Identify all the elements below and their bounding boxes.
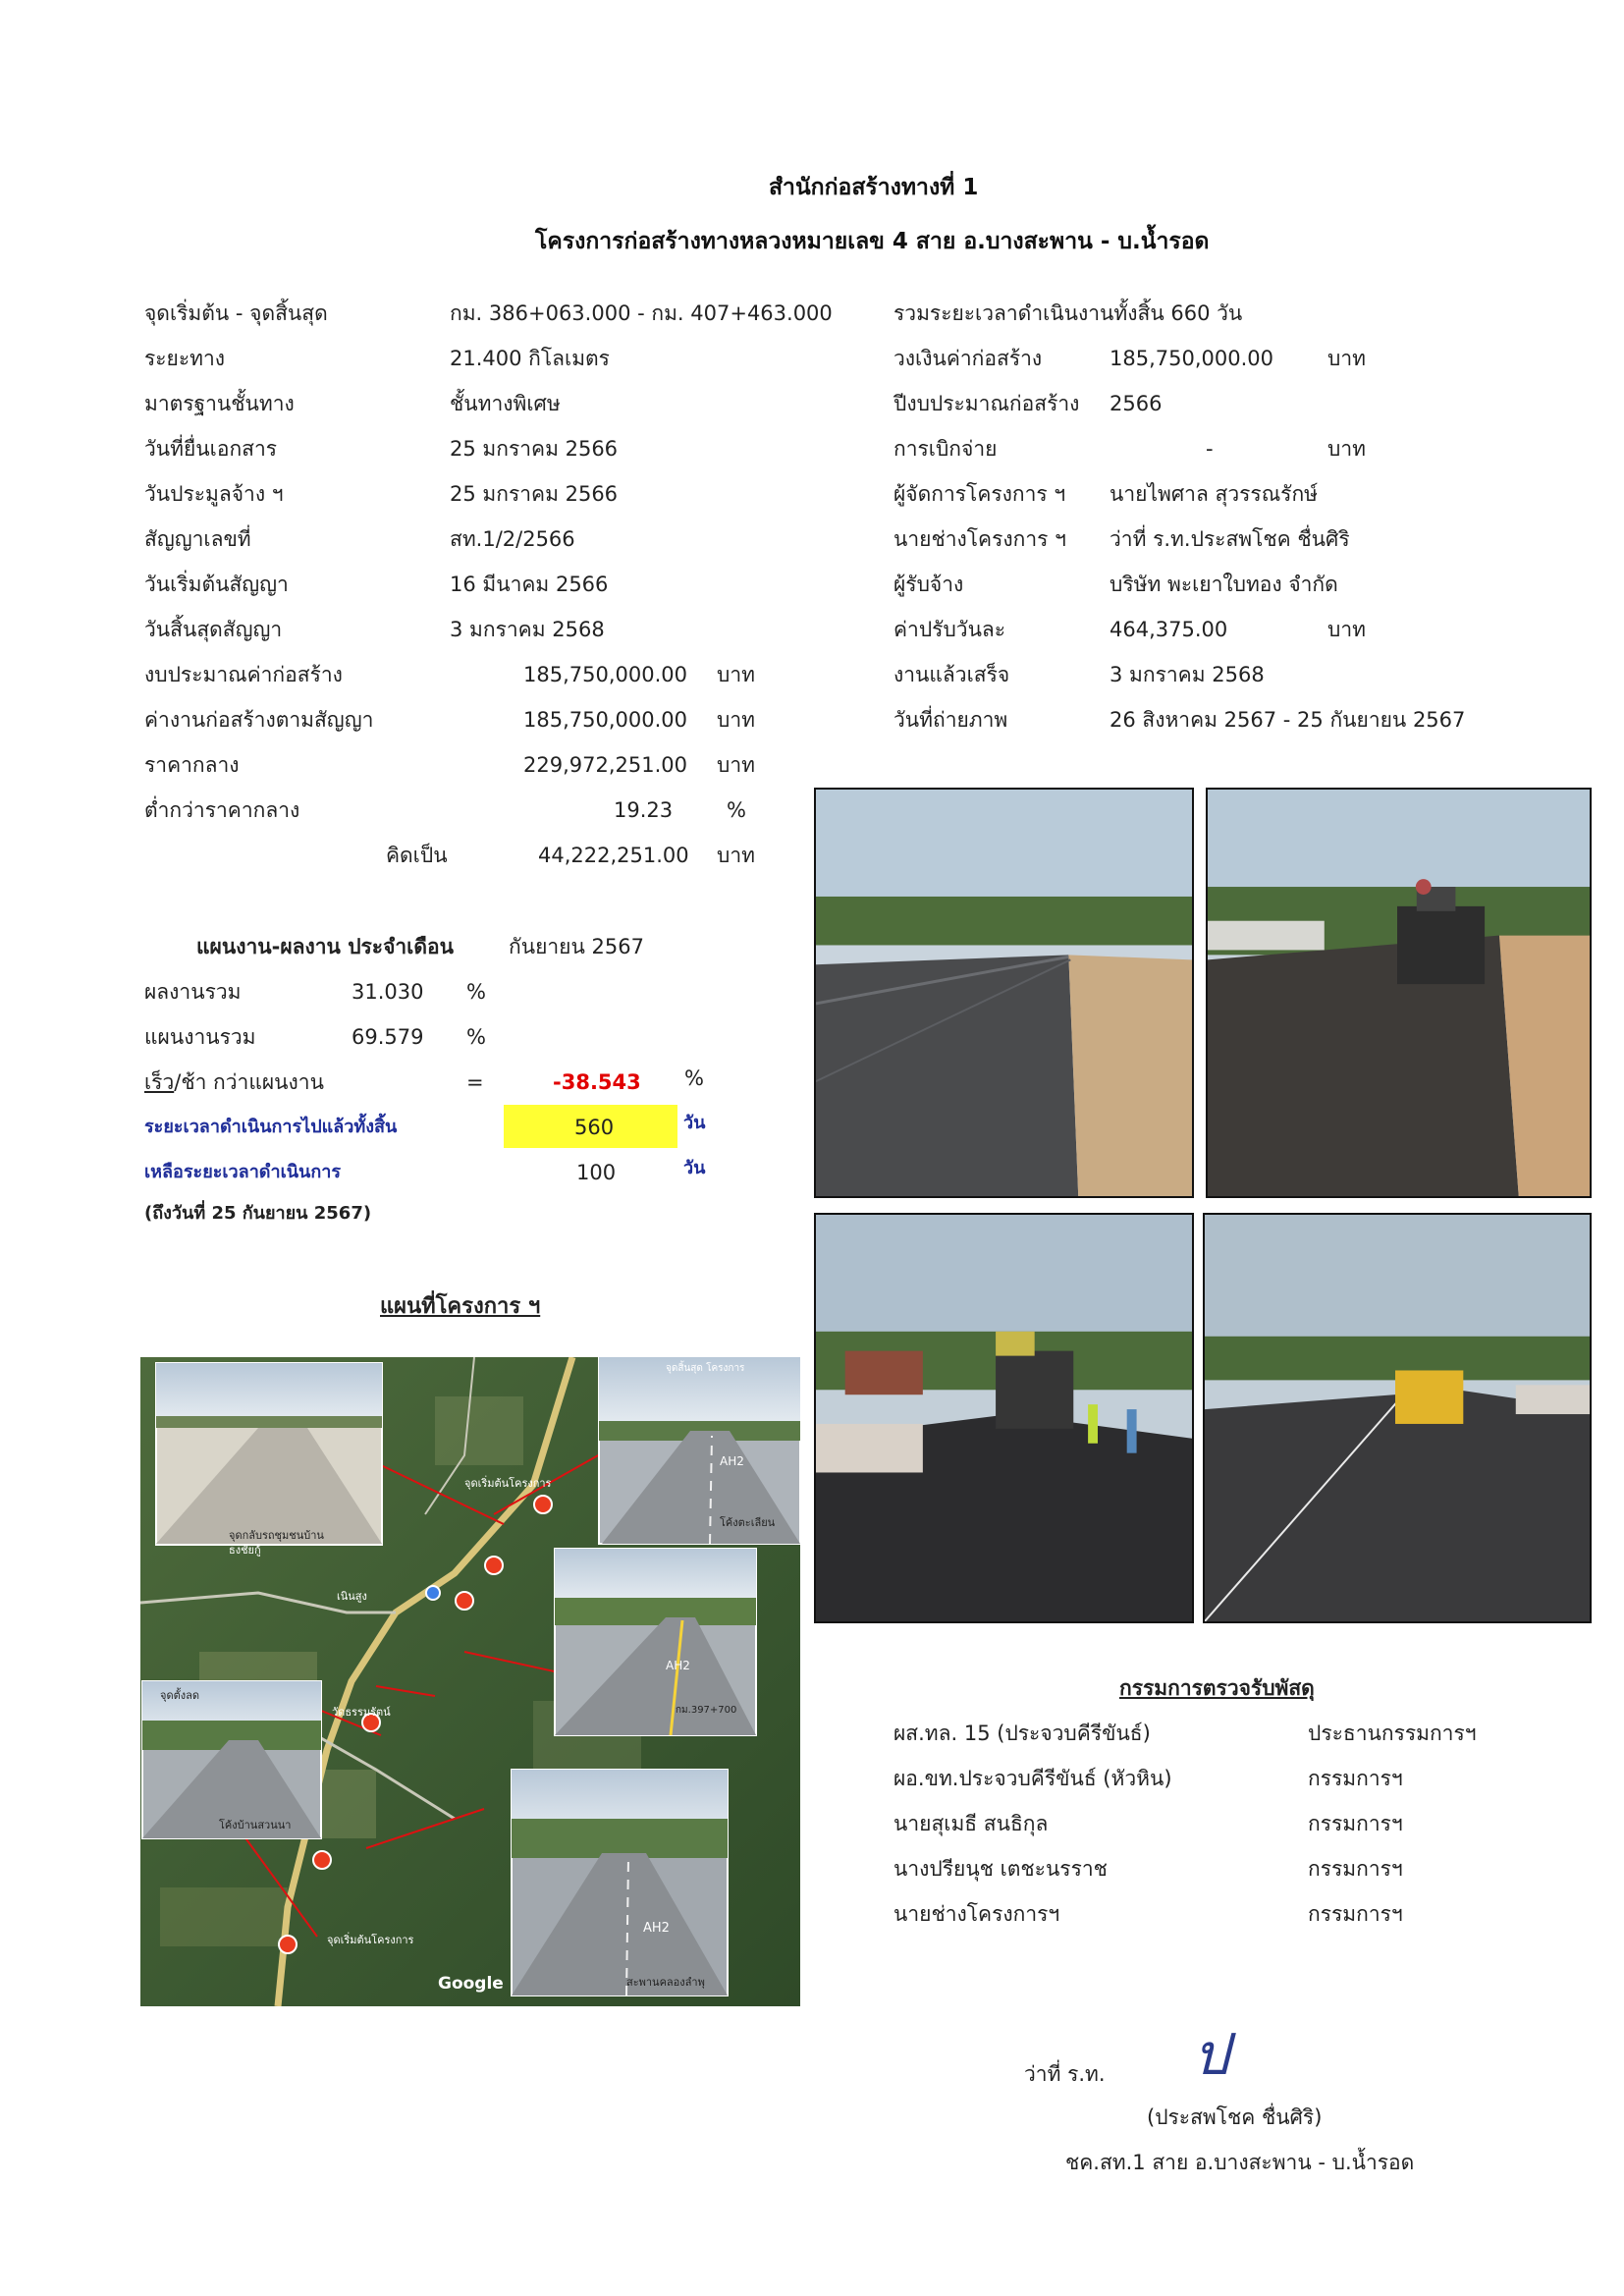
map-label-ah2: AH2 bbox=[643, 1921, 670, 1936]
map-heading: แผนที่โครงการ ฯ bbox=[380, 1294, 541, 1319]
google-logo: Google bbox=[438, 1974, 504, 1994]
diff-label bbox=[144, 1068, 324, 1096]
remain-value: 100 bbox=[576, 1161, 617, 1184]
budget-label: ต่ำกว่าราคากลาง bbox=[144, 798, 300, 822]
info-value: 25 มกราคม 2566 bbox=[450, 482, 619, 506]
committee-member-name: นายสุเมธี สนธิกุล bbox=[893, 1812, 1049, 1835]
info-label: วันสิ้นสุดสัญญา bbox=[144, 618, 283, 641]
budget-label: คิดเป็น bbox=[386, 844, 448, 867]
info-label: งานแล้วเสร็จ bbox=[893, 663, 1010, 686]
project-map bbox=[140, 1357, 800, 2006]
committee-member-name: ผส.ทล. 15 (ประจวบคีรีขันธ์) bbox=[893, 1722, 1151, 1745]
budget-value: 185,750,000.00 bbox=[523, 663, 687, 686]
site-photo-graphic bbox=[816, 1215, 1192, 1621]
actual-unit: % bbox=[466, 980, 486, 1004]
info-label: วันเริ่มต้นสัญญา bbox=[144, 573, 289, 596]
info-value: 16 มีนาคม 2566 bbox=[450, 573, 609, 596]
info-unit: บาท bbox=[1327, 347, 1366, 370]
site-photo bbox=[1206, 788, 1592, 1198]
diff-value: -38.543 bbox=[553, 1070, 641, 1094]
budget-unit: บาท bbox=[717, 844, 755, 867]
map-label-bridge: สะพานคลองลำพุ bbox=[626, 1976, 705, 1989]
actual-label: ผลงานรวม bbox=[144, 980, 242, 1004]
budget-label: ค่างานก่อสร้างตามสัญญา bbox=[144, 708, 374, 732]
map-graphic bbox=[140, 1357, 800, 2006]
plan-label: แผนงานรวม bbox=[144, 1025, 256, 1049]
info-value: ชั้นทางพิเศษ bbox=[450, 392, 561, 415]
info-value: 464,375.00 bbox=[1110, 618, 1228, 641]
actual-value: 31.030 bbox=[352, 980, 424, 1004]
map-label-curve: โค้งตะเลียน bbox=[720, 1516, 776, 1529]
info-value: นายไพศาล สุวรรณรักษ์ bbox=[1110, 482, 1319, 506]
info-label: การเบิกจ่าย bbox=[893, 437, 998, 461]
site-photo-graphic bbox=[1205, 1215, 1590, 1621]
site-photo bbox=[814, 1213, 1194, 1623]
budget-label: ราคากลาง bbox=[144, 753, 240, 777]
budget-label: งบประมาณค่าก่อสร้าง bbox=[144, 663, 343, 686]
info-value: ว่าที่ ร.ท.ประสพโชค ชื่นศิริ bbox=[1110, 527, 1350, 551]
plan-unit: % bbox=[466, 1025, 486, 1049]
info-label: วันที่ถ่ายภาพ bbox=[893, 708, 1008, 732]
info-label: วงเงินค่าก่อสร้าง bbox=[893, 347, 1043, 370]
committee-member-role: กรรมการฯ bbox=[1308, 1767, 1403, 1790]
committee-member-role: ประธานกรรมการฯ bbox=[1308, 1722, 1477, 1745]
info-value: 25 มกราคม 2566 bbox=[450, 437, 619, 461]
budget-unit: % bbox=[727, 798, 746, 822]
elapsed-label: ระยะเวลาดำเนินการไปแล้วทั้งสิ้น bbox=[144, 1117, 398, 1137]
map-label-ah2: AH2 bbox=[720, 1454, 744, 1468]
info-unit: บาท bbox=[1327, 618, 1366, 641]
as-of-date: (ถึงวันที่ 25 กันยายน 2567) bbox=[144, 1203, 372, 1224]
elapsed-unit: วัน bbox=[683, 1113, 706, 1133]
map-label-curve2: โค้งบ้านสวนนา bbox=[219, 1819, 292, 1831]
budget-value: 19.23 bbox=[614, 798, 674, 822]
diff-equals: = bbox=[466, 1070, 484, 1094]
info-value: 26 สิงหาคม 2567 - 25 กันยายน 2567 bbox=[1110, 708, 1466, 732]
progress-heading: แผนงาน-ผลงาน ประจำเดือน bbox=[196, 935, 454, 958]
diff-label-fast: เร็ว bbox=[144, 1070, 175, 1094]
map-label-town: เนินสูง bbox=[337, 1590, 367, 1603]
signature-name: (ประสพโชค ชื่นศิริ) bbox=[1147, 2105, 1323, 2129]
committee-member-role: กรรมการฯ bbox=[1308, 1812, 1403, 1835]
info-label: วันที่ยื่นเอกสาร bbox=[144, 437, 278, 461]
plan-value: 69.579 bbox=[352, 1025, 424, 1049]
info-value: 3 มกราคม 2568 bbox=[1110, 663, 1265, 686]
diff-label-rest: /ช้า กว่าแผนงาน bbox=[174, 1070, 324, 1094]
info-label: ผู้รับจ้าง bbox=[893, 573, 964, 596]
map-label-junction: จุดกลับรถชุมชนบ้าน bbox=[229, 1529, 324, 1542]
info-label: ค่าปรับวันละ bbox=[893, 618, 1006, 641]
signature-rank: ว่าที่ ร.ท. bbox=[1024, 2062, 1106, 2086]
committee-member-name: นางปรียนุช เตชะนรราช bbox=[893, 1857, 1108, 1881]
committee-member-role: กรรมการฯ bbox=[1308, 1857, 1403, 1881]
progress-month: กันยายน 2567 bbox=[509, 935, 644, 958]
budget-value: 185,750,000.00 bbox=[523, 708, 687, 732]
map-label-start: จุดเริ่มต้นโครงการ bbox=[464, 1477, 552, 1490]
info-label: สัญญาเลขที่ bbox=[144, 527, 251, 551]
map-label-km: กม.397+700 bbox=[676, 1705, 737, 1716]
info-value: - bbox=[1206, 437, 1214, 461]
info-unit: บาท bbox=[1327, 437, 1366, 461]
budget-value: 229,972,251.00 bbox=[523, 753, 687, 777]
info-value: 185,750,000.00 bbox=[1110, 347, 1273, 370]
map-label-ah2: AH2 bbox=[666, 1659, 690, 1672]
committee-member-role: กรรมการฯ bbox=[1308, 1902, 1403, 1926]
info-value: 2566 bbox=[1110, 392, 1163, 415]
project-title: โครงการก่อสร้างทางหลวงหมายเลข 4 สาย อ.บางสะพาน - บ.น้ำรอด bbox=[535, 229, 1210, 254]
budget-unit: บาท bbox=[717, 753, 755, 777]
map-label-village: ธงชัยกู้ bbox=[229, 1544, 261, 1557]
info-value: สท.1/2/2566 bbox=[450, 527, 575, 551]
committee-member-name: ผอ.ขท.ประจวบคีรีขันธ์ (หัวหิน) bbox=[893, 1767, 1172, 1790]
budget-unit: บาท bbox=[717, 708, 755, 732]
signature-mark: ป bbox=[1193, 2021, 1229, 2088]
info-value: บริษัท พะเยาใบทอง จำกัด bbox=[1110, 573, 1338, 596]
info-value: 21.400 กิโลเมตร bbox=[450, 347, 610, 370]
remain-label: เหลือระยะเวลาดำเนินการ bbox=[144, 1162, 342, 1182]
diff-unit: % bbox=[684, 1066, 704, 1090]
map-label-start-bottom: จุดเริ่มต้นโครงการ bbox=[327, 1934, 414, 1946]
budget-value: 44,222,251.00 bbox=[538, 844, 689, 867]
site-photo bbox=[1203, 1213, 1592, 1623]
site-photo bbox=[814, 788, 1194, 1198]
duration-total: รวมระยะเวลาดำเนินงานทั้งสิ้น 660 วัน bbox=[893, 301, 1243, 325]
info-label: จุดเริ่มต้น - จุดสิ้นสุด bbox=[144, 301, 328, 325]
info-value: 3 มกราคม 2568 bbox=[450, 618, 605, 641]
info-label: วันประมูลจ้าง ฯ bbox=[144, 482, 284, 506]
info-label: มาตรฐานชั้นทาง bbox=[144, 392, 295, 415]
info-label: ระยะทาง bbox=[144, 347, 226, 370]
map-label-temple: วัดธรรมรัตน์ bbox=[332, 1706, 391, 1719]
elapsed-value: 560 bbox=[574, 1116, 615, 1139]
site-photo-graphic bbox=[1208, 790, 1590, 1196]
budget-unit: บาท bbox=[717, 663, 755, 686]
remain-unit: วัน bbox=[683, 1158, 706, 1178]
committee-member-name: นายช่างโครงการฯ bbox=[893, 1902, 1060, 1926]
map-label-checkpoint: จุดตั้งลด bbox=[160, 1689, 199, 1702]
info-label: นายช่างโครงการ ฯ bbox=[893, 527, 1066, 551]
office-title: สำนักก่อสร้างทางที่ 1 bbox=[769, 175, 979, 200]
info-value: กม. 386+063.000 - กม. 407+463.000 bbox=[450, 301, 833, 325]
info-label: ผู้จัดการโครงการ ฯ bbox=[893, 482, 1066, 506]
site-photo-graphic bbox=[816, 790, 1192, 1196]
map-label-end-top: จุดสิ้นสุด โครงการ bbox=[666, 1363, 745, 1374]
info-label: ปีงบประมาณก่อสร้าง bbox=[893, 392, 1080, 415]
signature-position: ชค.สท.1 สาย อ.บางสะพาน - บ.น้ำรอด bbox=[1065, 2151, 1415, 2174]
committee-heading: กรรมการตรวจรับพัสดุ bbox=[1119, 1676, 1315, 1700]
